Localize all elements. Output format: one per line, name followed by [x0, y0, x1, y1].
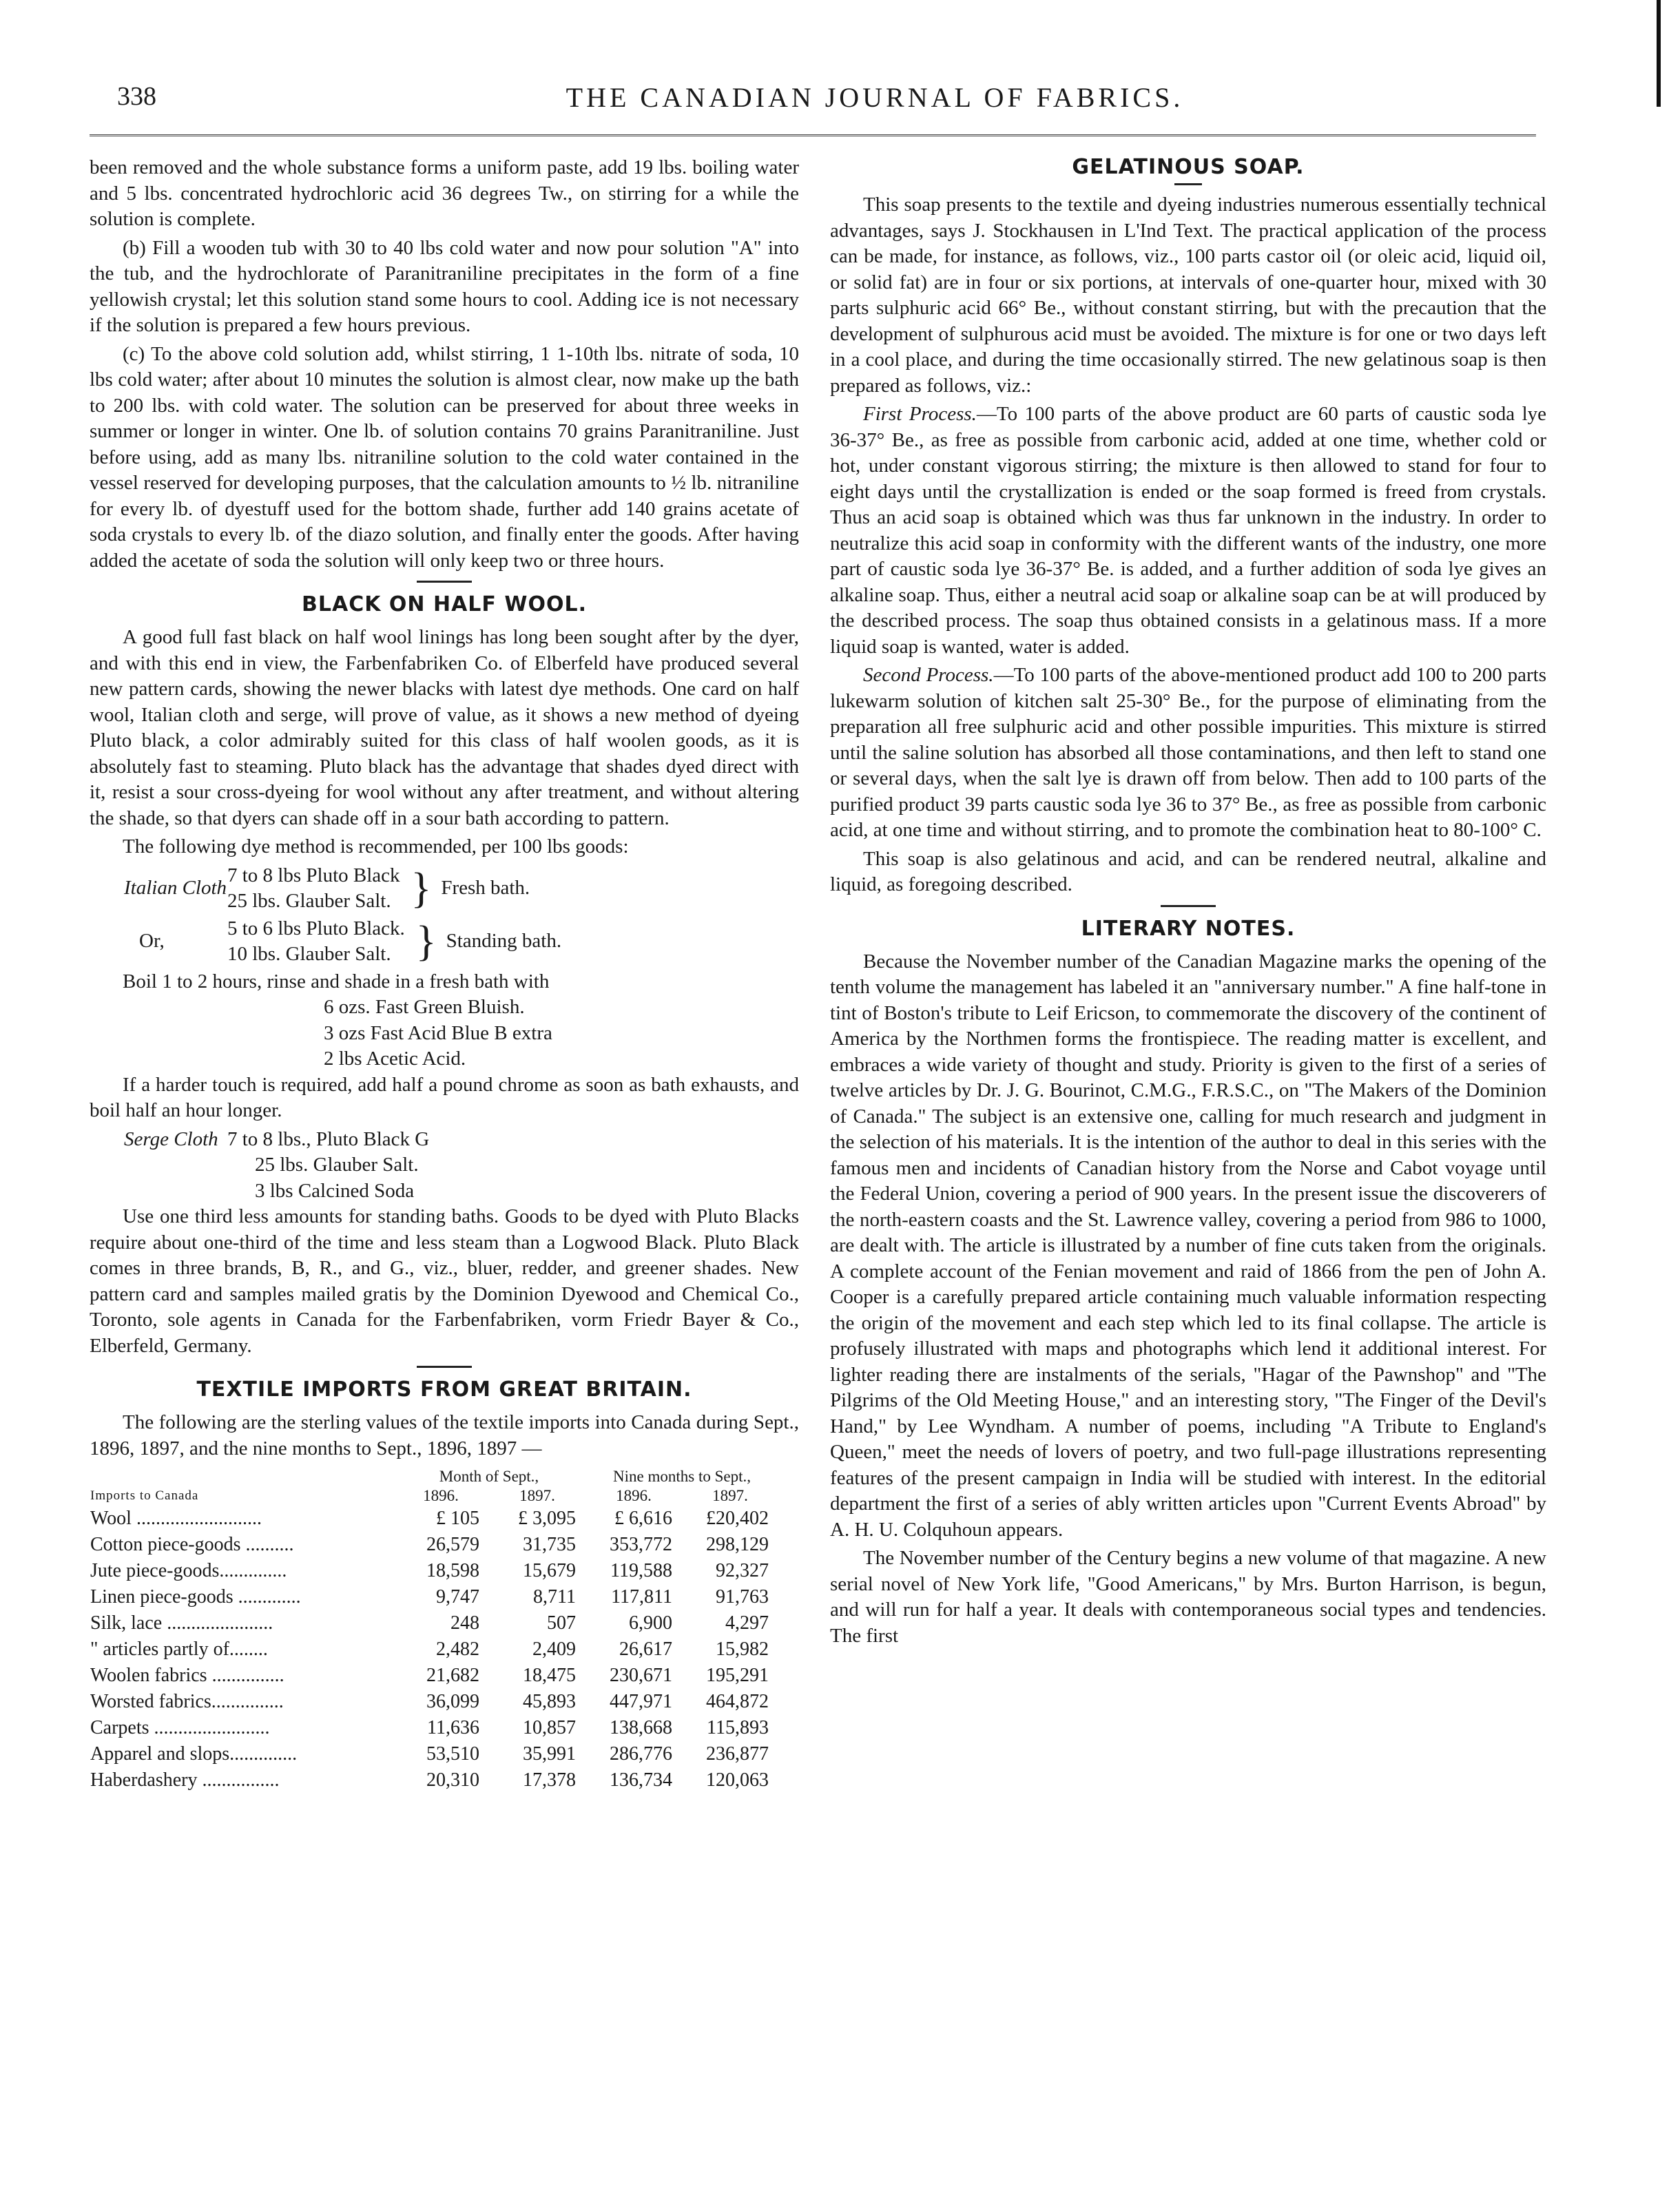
brace-icon: }	[415, 918, 437, 965]
table-cell-value: 298,129	[706, 1534, 769, 1555]
paragraph	[830, 402, 1546, 660]
table-cell-value: 138,668	[610, 1717, 672, 1738]
table-row	[90, 1558, 778, 1584]
paragraph	[830, 663, 1546, 844]
section-rule	[417, 1366, 472, 1368]
page-number: 338	[117, 82, 156, 111]
recipe-line: 7 to 8 lbs Pluto Black	[227, 864, 400, 886]
table-cell-value: 18,475	[523, 1665, 576, 1686]
paragraph: (c) To the above cold solution add, whilst stirring, 1 1-10th lbs. nitrate of soda, 10 lbs cold water; after about 10 minutes the solution is almost clear, now make up the bath to 200 lbs. with cold water. The solution can be preserved for about three weeks in summer or longer in winter. One lb. of solution contains 70 grains Paranitraniline. Just before using, add as many lbs. nitraniline solution to the cold water contained in the vessel reserved for developing purposes, that the calculation amounts to ½ lb. nitraniline for every lb. of dyestuff used for the bottom shade, further add 140 grains acetate of soda crystals to every lb. of the diazo solution, and finally enter the goods. After having added the acetate of soda the solution will only keep two or three hours.	[90, 342, 799, 572]
section-rule	[417, 581, 472, 583]
table-cell-value: 115,893	[707, 1717, 769, 1738]
table-cell-value: 507	[547, 1612, 576, 1634]
table-cell-value: 447,971	[610, 1691, 672, 1712]
table-row	[90, 1767, 778, 1794]
table-cell-value: 230,671	[610, 1665, 672, 1686]
table-cell-item: Worsted fabrics...............	[90, 1691, 284, 1712]
recipe-line: Boil 1 to 2 hours, rinse and shade in a fresh bath with	[123, 970, 550, 992]
recipe-lines	[227, 916, 405, 968]
table-cell-value: 35,991	[523, 1743, 576, 1765]
table-cell-value: 8,711	[533, 1586, 576, 1608]
right-column	[830, 155, 1546, 1652]
recipe-label: Or,	[139, 930, 165, 953]
recipe-line: 10 lbs. Glauber Salt.	[227, 943, 391, 965]
table-cell-value: 26,579	[426, 1534, 479, 1555]
section-heading-textile-imports: TEXTILE IMPORTS FROM GREAT BRITAIN.	[196, 1378, 692, 1402]
table-cell-value: 6,900	[629, 1612, 672, 1634]
paragraph: The November number of the Century begins a new volume of that magazine. A new serial novel of New York life, "Good Americans," by Mrs. Burton Harrison, is begun, and will run for half a year. It deals with contemporaneous social types and tendencies. The first	[830, 1547, 1546, 1647]
table-group-header: Month of Sept.,	[439, 1468, 539, 1485]
dye-recipe	[90, 863, 799, 1072]
table-row	[90, 1636, 778, 1663]
recipe-line: 25 lbs. Glauber Salt.	[255, 1154, 419, 1176]
table-cell-item: Haberdashery ................	[90, 1769, 280, 1791]
paragraph: Use one third less amounts for standing baths. Goods to be dyed with Pluto Blacks require about one-third of the time and less steam than a Logwood Black. Pluto Black comes in three brands, B, R., and G., viz., bluer, redder, and greener shades. New pattern card and samples mailed gratis by the Dominion Dyewood and Chemical Co., Toronto, sole agents in Canada for the Farbenfabriken, vorm Friedr Bayer & Co., Elberfeld, Germany.	[90, 1205, 799, 1357]
table-cell-value: £ 105	[436, 1508, 479, 1529]
table-cell-value: 195,291	[706, 1665, 769, 1686]
table-cell-value: 286,776	[610, 1743, 672, 1765]
table-cell-item: Carpets ........................	[90, 1717, 270, 1738]
table-cell-value: 464,872	[706, 1691, 769, 1712]
table-cell-value: 18,598	[426, 1560, 479, 1581]
section-heading-literary-notes: LITERARY NOTES.	[1081, 916, 1296, 941]
paragraph: A good full fast black on half wool linings has long been sought after by the dyer, and with this end in view, the Farbenfabriken Co. of Elberfeld have produced several new pattern cards, showing the newer blacks with latest dye methods. One card on half wool, Italian cloth and serge, will prove of value, as it shows a new method of dyeing Pluto black, a color admirably suited for this class of half woolen goods, as it is absolutely fast to steaming. Pluto black has the advantage that shades dyed direct with it, resist a sour cross-dyeing for wool without any after treatment, and without altering the shade, so that dyers can shade off in a sour bath according to pattern.	[90, 626, 799, 829]
table-row	[90, 1532, 778, 1558]
recipe-label: Italian Cloth	[124, 877, 227, 900]
table-cell-value: 236,877	[706, 1743, 769, 1765]
table-cell-item: Linen piece-goods .............	[90, 1586, 301, 1608]
table-cell-value: 26,617	[619, 1639, 672, 1660]
table-cell-value: 119,588	[610, 1560, 672, 1581]
recipe-lines	[227, 863, 400, 915]
recipe-line: 6 ozs. Fast Green Bluish.	[324, 996, 525, 1018]
section-heading-gelatinous-soap: GELATINOUS SOAP.	[1072, 155, 1305, 179]
recipe-line: 3 ozs Fast Acid Blue B extra	[324, 1021, 552, 1044]
table-cell-value: 11,636	[427, 1717, 479, 1738]
recipe-line: 2 lbs Acetic Acid.	[324, 1048, 466, 1070]
paragraph: The following dye method is recommended, per 100 lbs goods:	[123, 835, 629, 857]
table-cell-value: 17,378	[523, 1769, 576, 1791]
bath-label: Fresh bath.	[441, 877, 530, 900]
table-row	[90, 1584, 778, 1610]
table-cell-value: 21,682	[426, 1665, 479, 1686]
process-label: Second Process.	[863, 664, 994, 686]
table-cell-value: 15,679	[523, 1560, 576, 1581]
brace-icon: }	[411, 865, 432, 912]
table-row	[90, 1610, 778, 1636]
dye-recipe-serge	[90, 1127, 799, 1205]
table-header: 1896.	[423, 1487, 459, 1504]
table-cell-value: 136,734	[610, 1769, 672, 1791]
table-header-row	[90, 1486, 778, 1506]
table-cell-item: Woolen fabrics ...............	[90, 1665, 284, 1686]
paragraph: If a harder touch is required, add half a pound chrome as soon as bath exhausts, and boil half an hour longer.	[90, 1073, 799, 1121]
table-cell-value: 15,982	[716, 1639, 769, 1660]
table-cell-value: 45,893	[523, 1691, 576, 1712]
table-row	[90, 1506, 778, 1532]
process-label: First Process.	[863, 403, 977, 425]
section-rule	[1161, 905, 1216, 907]
table-cell-value: 9,747	[436, 1586, 479, 1608]
table-cell-value: 248	[450, 1612, 479, 1634]
table-header: 1897.	[519, 1487, 555, 1504]
table-cell-item: Apparel and slops..............	[90, 1743, 298, 1765]
imports-table	[90, 1467, 778, 1794]
paragraph-text: —To 100 parts of the above-mentioned product add 100 to 200 parts lukewarm solution of kitchen salt 25-30° Be., for the purpose of eliminating from the preparation all free sulphuric acid and other possible impurities. This mixture is stirred until the saline solution has absorbed all those contaminations, and then left to stand one or several days, when the salt lye is drawn off from below. Then add to 100 parts of the purified product 39 parts caustic soda lye 36 to 37° Be., as free as possible from carbonic acid, at one time and without stirring, and to promote the combination heat to 80-100° C.	[830, 664, 1546, 841]
table-header: 1897.	[712, 1487, 748, 1504]
table-cell-value: 91,763	[716, 1586, 769, 1608]
paragraph: Because the November number of the Canadian Magazine marks the opening of the tenth volume the management has labeled it an "anniversary number." A fine half-tone in tint of Boston's tribute to Leif Ericson, to commemorate the discovery of the continent of America by the Northmen forms the frontispiece. The reading matter is excellent, and embraces a wide variety of thought and study. Priority is given to the first of a series of twelve articles by Dr. J. G. Bourinot, C.M.G., F.R.S.C., on "The Makers of the Dominion of Canada." The subject is an extensive one, calling for much research and judgment in the selection of his materials. It is the intention of the author to deal in this series with the famous men and incidents of Canadian history from the Norse and Cabot voyage until the Federal Union, covering a period of 900 years. In the present issue the discoverers of the north-eastern coasts and the St. Lawrence valley, covering a period from 986 to 1000, are dealt with. The article is illustrated by a number of fine cuts taken from the originals. A complete account of the Fenian movement and raid of 1866 from the pen of John A. Cooper is a carefully prepared article containing much valuable information respecting the origin of the movement and each step which led to its final collapse. The article is profusely illustrated with maps and photographs which lend it additional interest. For lighter reading there are instalments of the serials, "Hagar of the Pawnshop" and "The Pilgrims of the Old Meeting House," and an interesting story, "The Finger of the Devil's Hand," by Lee Wyndham. A number of poems, including "A Tribute to England's Queen," meet the needs of lovers of poetry, and two full-page illustrations representing features of the present campaign in India will be studied with interest. In the editorial department the first of a series of ably written articles upon "Current Events Abroad" by A. H. U. Colquhoun appears.	[830, 950, 1546, 1541]
table-cell-value: £ 3,095	[518, 1508, 576, 1529]
table-header	[90, 1467, 393, 1486]
table-cell-item: Jute piece-goods..............	[90, 1560, 287, 1581]
recipe-line: 3 lbs Calcined Soda	[255, 1179, 415, 1202]
table-cell-value: 2,482	[436, 1639, 479, 1660]
table-cell-value: 20,310	[426, 1769, 479, 1791]
table-cell-value: £ 6,616	[614, 1508, 672, 1529]
recipe-serge-cloth	[90, 1127, 799, 1153]
recipe-label: Serge Cloth	[124, 1127, 218, 1150]
paragraph: The following are the sterling values of the textile imports into Canada during Sept., 1896, 1897, and the nine months to Sept., 1896, 1897 —	[90, 1411, 799, 1459]
table-cell-value: 53,510	[426, 1743, 479, 1765]
paragraph: (b) Fill a wooden tub with 30 to 40 lbs cold water and now pour solution "A" into the tub, and the hydrochlorate of Paranitraniline precipitates in the form of a fine yellowish crystal; let this solution stand some hours to cool. Adding ice is not necessary if the solution is prepared a few hours previous.	[90, 236, 799, 336]
recipe-line: 7 to 8 lbs., Pluto Black G	[227, 1127, 430, 1150]
table-cell-item: " articles partly of........	[90, 1639, 268, 1660]
table-cell-item: Cotton piece-goods ..........	[90, 1534, 294, 1555]
table-cell-value: 36,099	[426, 1691, 479, 1712]
table-cell-item: Silk, lace ......................	[90, 1612, 273, 1634]
section-heading-black-on-half-wool: BLACK ON HALF WOOL.	[302, 592, 587, 616]
table-row	[90, 1741, 778, 1767]
table-cell-value: 31,735	[523, 1534, 576, 1555]
table-cell-value: 4,297	[725, 1612, 769, 1634]
table-cell-value: 10,857	[523, 1717, 576, 1738]
margin-bar	[1657, 0, 1661, 107]
table-cell-value: 92,327	[716, 1560, 769, 1581]
paragraph: This soap is also gelatinous and acid, and can be rendered neutral, alkaline and liquid, as foregoing described.	[830, 847, 1546, 895]
recipe-or	[90, 916, 799, 968]
table-cell-value: 117,811	[611, 1586, 672, 1608]
table-cell-value: 2,409	[532, 1639, 576, 1660]
table-row	[90, 1663, 778, 1689]
table-header: 1896.	[616, 1487, 652, 1504]
left-column	[90, 155, 799, 1794]
paragraph: This soap presents to the textile and dyeing industries numerous essentially technical advantages, says J. Stockhausen in L'Ind Text. The practical application of the process can be made, for instance, as follows, viz., 100 parts castor oil (or oleic acid, liquid oil, or solid fat) are in four or six portions, at intervals of one-quarter hour, mixed with 30 parts sulphuric acid 66° Be., without constant stirring, but with the precaution that the development of sulphurous acid must be avoided. The mixture is for one or two days left in a cool place, and during the time occasionally stirred. The new gelatinous soap is then prepared as follows, viz.:	[830, 194, 1546, 397]
recipe-line: 25 lbs. Glauber Salt.	[227, 890, 391, 912]
table-row	[90, 1689, 778, 1715]
journal-title: THE CANADIAN JOURNAL OF FABRICS.	[566, 82, 1184, 113]
bath-label: Standing bath.	[446, 930, 562, 953]
table-cell-value: 120,063	[706, 1769, 769, 1791]
section-rule	[1174, 183, 1202, 185]
header-rule	[90, 134, 1536, 136]
recipe-line: 5 to 6 lbs Pluto Black.	[227, 917, 405, 939]
table-cell-item: Wool ..........................	[90, 1508, 262, 1529]
paragraph-text: —To 100 parts of the above product are 60 parts of caustic soda lye 36-37° Be., as free as possible from carbonic acid, added at one time, whether cold or hot, under constant vigorous stirring; the mixture is then allowed to stand for four to eight days until the crystallization is ended or the soap formed is freed from crystals. Thus an acid soap is obtained which was thus far unknown in the industry. In order to neutralize this acid soap in conformity with the different wants of the industry, one more part of caustic soda lye 36-37° Be. is added, and a further addition of soda lye gives an alkaline soap. Thus, either a neutral acid soap or alkaline soap can be at will produced by the described process. The soap thus obtained consists in a gelatinous mass. If a more liquid soap is wanted, water is added.	[830, 403, 1546, 658]
table-cell-value: £20,402	[706, 1508, 769, 1529]
table-cell-value: 353,772	[610, 1534, 672, 1555]
recipe-italian-cloth	[90, 863, 799, 915]
paragraph: been removed and the whole substance forms a uniform paste, add 19 lbs. boiling water and 5 lbs. concentrated hydrochloric acid 36 degrees Tw., on stirring for a while the solution is complete.	[90, 156, 799, 230]
table-group-header: Nine months to Sept.,	[613, 1468, 751, 1485]
table-header-row	[90, 1467, 778, 1486]
table-row	[90, 1715, 778, 1741]
table-header: Imports to Canada	[90, 1488, 199, 1503]
